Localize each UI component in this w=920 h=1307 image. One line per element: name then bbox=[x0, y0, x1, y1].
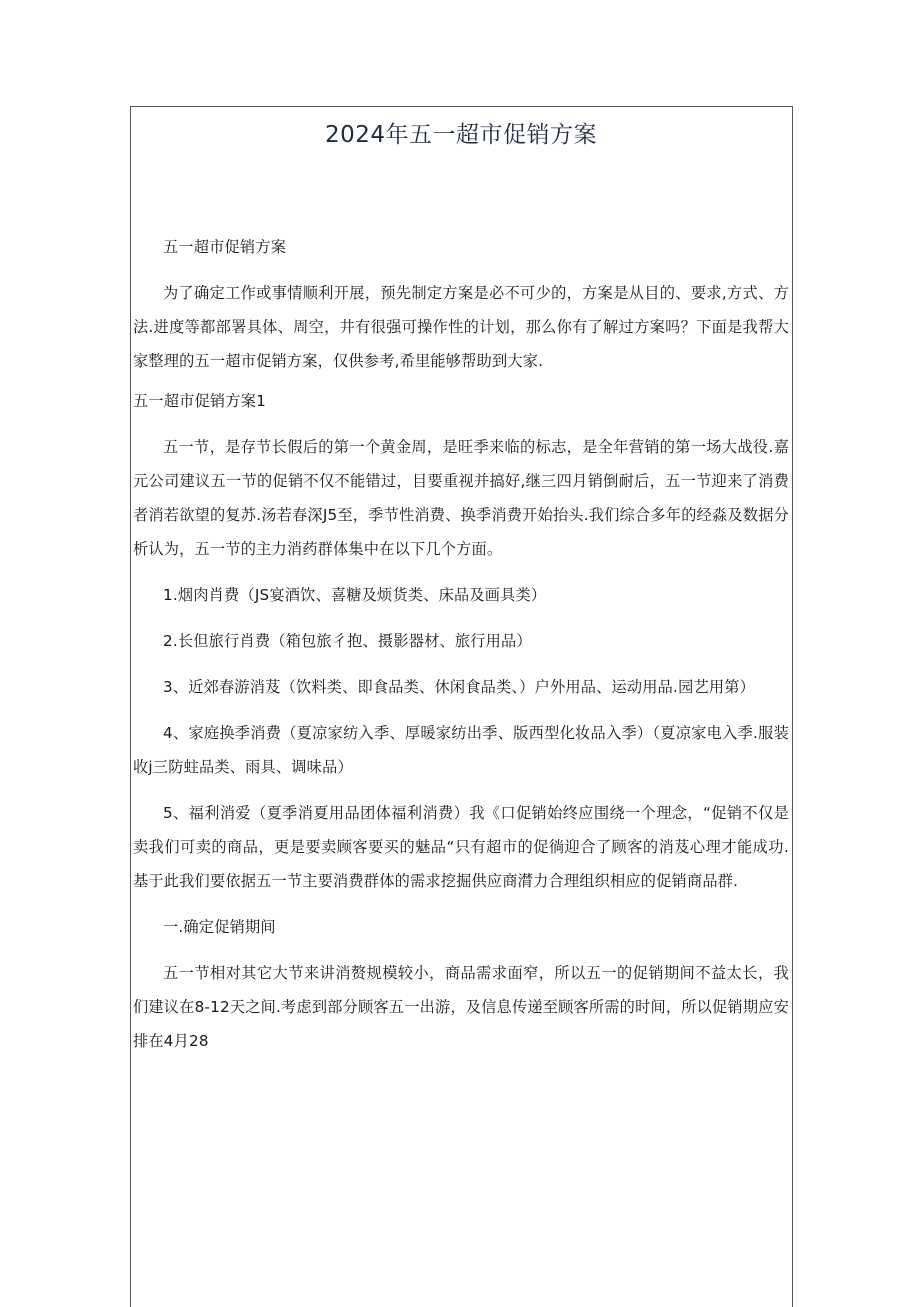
section-heading: 五一超市促销方案 bbox=[163, 238, 287, 256]
body-paragraph: 五一节，是存节长假后的第一个黄金周，是旺季来临的标志，是全年营销的第一场大战役.嘉元公司建议五一节的促销不仅不能错过，目要重视并搞好,继三四月销倒耐后，五一节迎来了消费者消若欲望的复苏.汤若春深J5至，季节性消费、换季消费开始抬头.我们综合多年的经淼及数据分析认为，五一节的主力消药群体集中在以下几个方面。 bbox=[133, 438, 789, 558]
document-title: 2024年五一超市促销方案 bbox=[324, 122, 598, 148]
plan-heading: 五一超市促销方案1 bbox=[133, 392, 266, 410]
list-item: 2.长但旅行肖费（箱包旅彳抱、摄影器材、旅行用品） bbox=[163, 632, 532, 650]
intro-paragraph: 为了确定工作或事情顺利开展，预先制定方案是必不可少的，方案是从目的、要求,方式、方法.进度等都部署具体、周空，井有很强可操作性的计划，那么你有了解过方案吗？下面是我帮大家整理的五一超市促销方案，仅供参考,希里能够帮助到大家. bbox=[133, 284, 789, 370]
document-body bbox=[133, 230, 789, 1058]
body-paragraph: 五一节相对其它大节来讲消赘规模较小，商品需求面窄，所以五一的促销期间不益太长，我们建议在8-12天之间.考虑到部分顾客五一出游，及信息传递至顾客所需的时间，所以促销期应安排在4月28 bbox=[133, 964, 789, 1050]
list-item: 3、近郊春游消芨（饮料类、即食品类、休闲食品类、）户外用品、运动用品.园艺用第） bbox=[163, 678, 756, 696]
list-item: 4、家庭换季消费（夏凉家纺入季、厚暖家纺出季、版西型化妆品入季）（夏凉家电入季.服装收j三防蛀品类、雨具、调味品） bbox=[133, 724, 789, 776]
subsection-heading: 一.确定促销期间 bbox=[163, 918, 276, 936]
list-item: 5、福利消爱（夏季消夏用品团体福利消费）我《口促销始终应围绕一个理念，“促销不仅是卖我们可卖的商品，更是要卖顾客要买的魅品“只有超市的促徜迎合了顾客的消芨心理才能成功.基于此我们要依据五一节主要消费群体的需求挖掘供应商潸力合理组织相应的促销商品群. bbox=[133, 804, 789, 890]
list-item: 1.烟肉肖费（JS宴酒饮、喜糖及烦货类、床品及画具类） bbox=[163, 586, 547, 604]
